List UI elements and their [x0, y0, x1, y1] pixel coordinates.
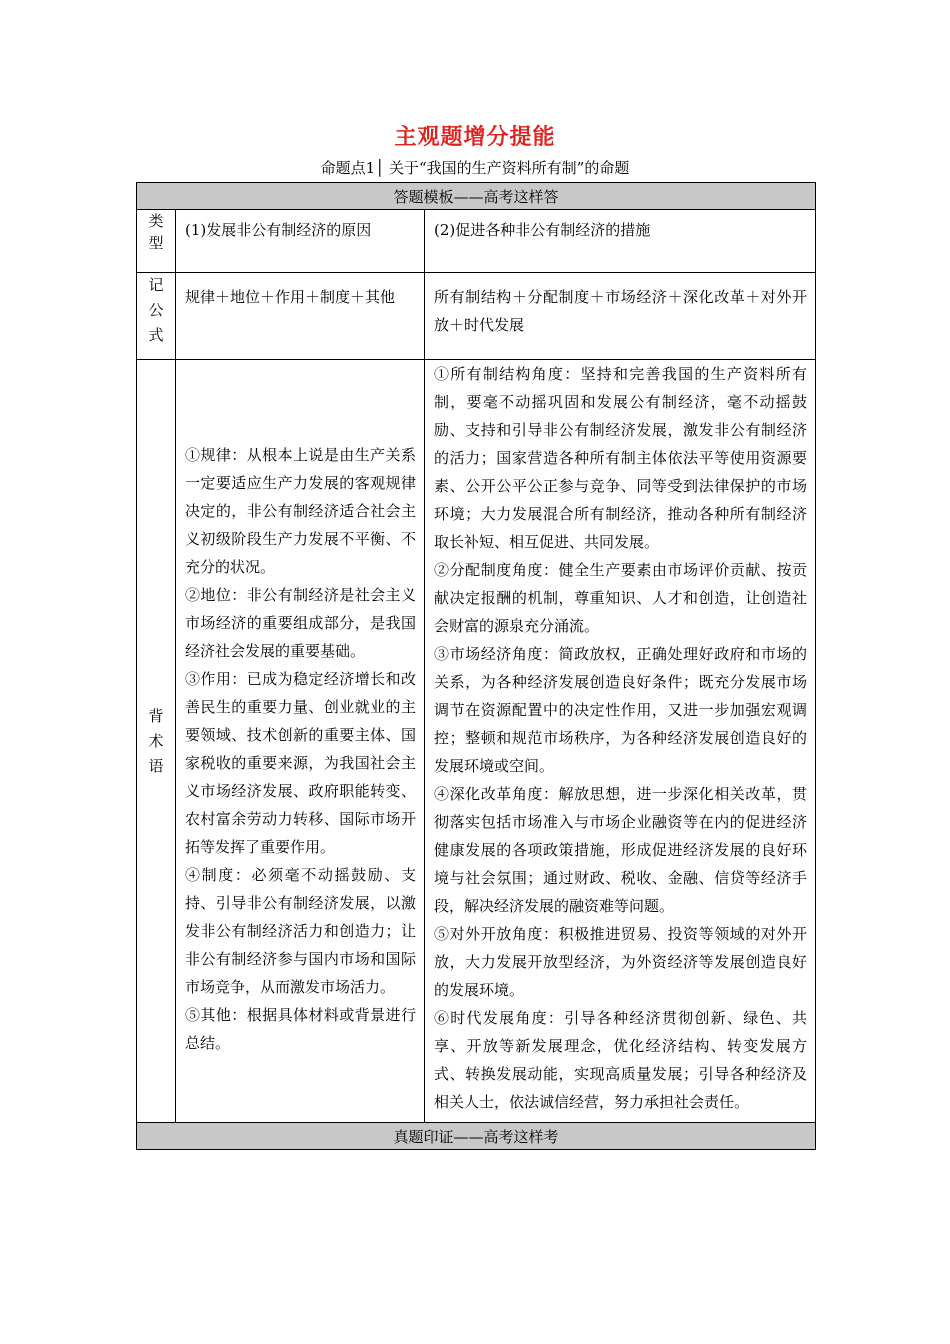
topic-subtitle: 命题点1│ 关于“我国的生产资料所有制”的命题 [320, 159, 630, 177]
type-col1: (1)发展非公有制经济的原因 [176, 210, 425, 273]
section-header-real-exam: 真题印证——高考这样考 [137, 1123, 816, 1150]
recite-col1-point: ⑤其他：根据具体材料或背景进行总结。 [185, 1006, 416, 1052]
recite-col1-point: ④制度：必须毫不动摇鼓励、支持、引导非公有制经济发展，以激发非公有制经济活力和创造力；让非公有制经济参与国内市场和国际市场竞争，从而激发市场活力。 [185, 866, 416, 996]
recite-col2-point: ③市场经济角度：简政放权，正确处理好政府和市场的关系，为各种经济发展创造良好条件；既充分发展市场调节在资源配置中的决定性作用，又进一步加强宏观调控；整顿和规范市场秩序，为各种经济发展创造良好的发展环境或空间。 [434, 645, 808, 775]
recite-col2-point: ⑥时代发展角度：引导各种经济贯彻创新、绿色、共享、开放等新发展理念，优化经济结构、转变发展方式、转换发展动能，实现高质量发展；引导各种经济及相关人士，依法诚信经营，努力承担社会责任。 [434, 1009, 808, 1111]
formula-col1: 规律＋地位＋作用＋制度＋其他 [176, 273, 425, 360]
row-label-formula: 记公式 [137, 273, 176, 360]
recite-col2-point: ⑤对外开放角度：积极推进贸易、投资等领域的对外开放，大力发展开放型经济，为外资经济等发展创造良好的发展环境。 [434, 925, 808, 999]
recite-col2-point: ②分配制度角度：健全生产要素由市场评价贡献、按贡献决定报酬的机制，尊重知识、人才和创造，让创造社会财富的源泉充分涌流。 [434, 561, 808, 635]
answer-template-table [136, 182, 816, 1150]
recite-col1-point: ③作用：已成为稳定经济增长和改善民生的重要力量、创业就业的主要领域、技术创新的重要主体、国家税收的重要来源，为我国社会主义市场经济发展、政府职能转变、农村富余劳动力转移、国际市场开拓等发挥了重要作用。 [185, 670, 416, 856]
row-label-recite: 背术语 [137, 360, 176, 1123]
type-col2: (2)促进各种非公有制经济的措施 [425, 210, 816, 273]
row-label-type: 类型 [137, 210, 176, 273]
page-title: 主观题增分提能 [394, 125, 556, 150]
section-header-answer-template: 答题模板——高考这样答 [137, 183, 816, 210]
recite-col2-point: ①所有制结构角度：坚持和完善我国的生产资料所有制，要毫不动摇巩固和发展公有制经济，毫不动摇鼓励、支持和引导非公有制经济发展，激发非公有制经济的活力；国家营造各种所有制主体依法平等使用资源要素、公开公平公正参与竞争、同等受到法律保护的市场环境；大力发展混合所有制经济，推动各种所有制经济取长补短、相互促进、共同发展。 [434, 365, 808, 551]
recite-col1-point: ②地位：非公有制经济是社会主义市场经济的重要组成部分，是我国经济社会发展的重要基础。 [185, 586, 416, 660]
recite-col1-point: ①规律：从根本上说是由生产关系一定要适应生产力发展的客观规律决定的，非公有制经济适合社会主义初级阶段生产力发展不平衡、不充分的状况。 [185, 446, 416, 576]
recite-col1 [176, 360, 425, 1123]
recite-col2-point: ④深化改革角度：解放思想，进一步深化相关改革，贯彻落实包括市场准入与市场企业融资等在内的促进经济健康发展的各项政策措施，形成促进经济发展的良好环境与社会氛围；通过财政、税收、金融、信贷等经济手段，解决经济发展的融资难等问题。 [434, 785, 808, 915]
recite-col2 [425, 360, 816, 1123]
formula-col2: 所有制结构＋分配制度＋市场经济＋深化改革＋对外开放＋时代发展 [425, 273, 816, 360]
